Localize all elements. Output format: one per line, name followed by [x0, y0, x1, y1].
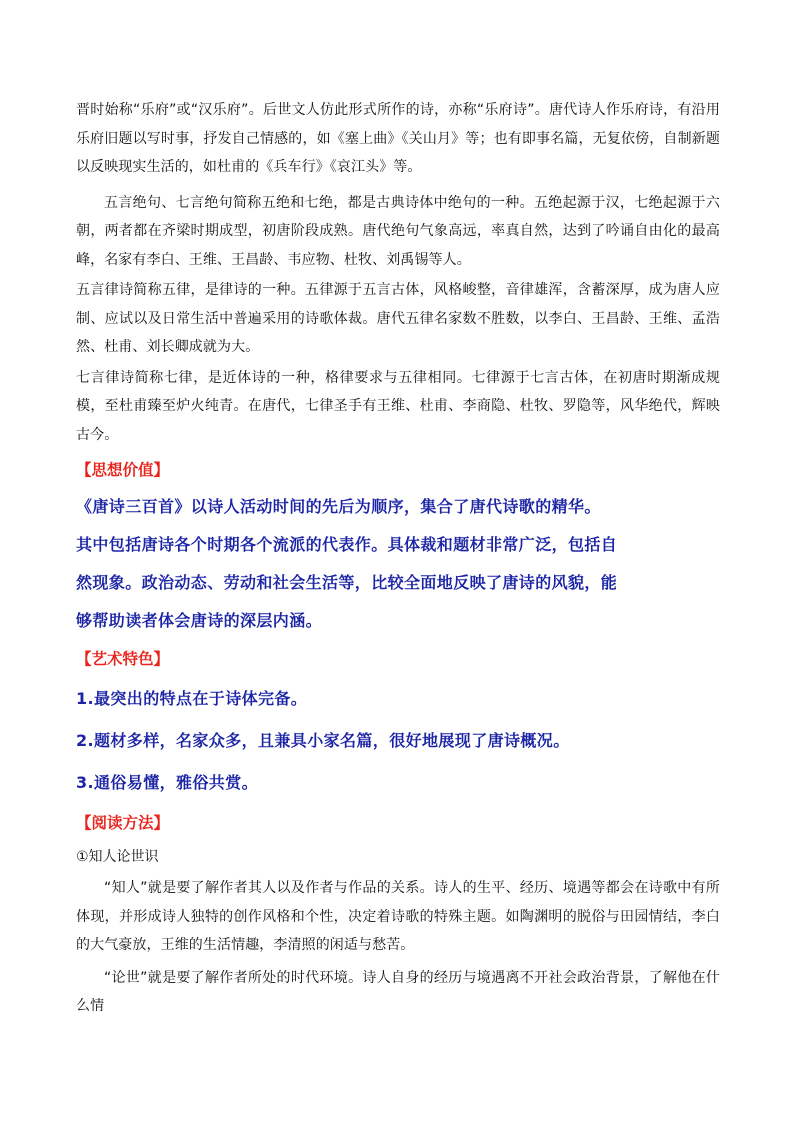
thought-line-4: 够帮助读者体会唐诗的深层内涵。: [76, 611, 323, 630]
section-thought-value: [76, 457, 720, 632]
reading-subheading: ①知人论世识: [76, 849, 159, 865]
section-reading-method: [76, 810, 720, 1021]
reading-paragraph-2: “论世”就是要了解作者所处的时代环境。诗人自身的经历与境遇离不开社会政治背景，了解他在什么情: [76, 969, 720, 1014]
section-heading-reading: 【阅读方法】: [76, 814, 170, 832]
reading-paragraph-1: “知人”就是要了解作者其人以及作者与作品的关系。诗人的生平、经历、境遇等都会在诗歌中有所体现，并形成诗人独特的创作风格和个性，决定着诗歌的特殊主题。如陶渊明的脱俗与田园情结，李白的大气豪放，王维的生活情趣，李清照的闲适与愁苦。: [76, 880, 720, 953]
art-item-3: 3.通俗易懂，雅俗共赏。: [76, 773, 259, 792]
section-heading-art: 【艺术特色】: [76, 650, 170, 668]
section-art-features: [76, 646, 720, 794]
intro-paragraph-1: 晋时始称“乐府”或“汉乐府”。后世文人仿此形式所作的诗，亦称“乐府诗”。唐代诗人作乐府诗，有沿用乐府旧题以写时事，抒发自己情感的，如《塞上曲》《关山月》等；也有即事名篇，无复依傍，自制新题以反映现实生活的，如杜甫的《兵车行》《哀江头》等。: [76, 102, 720, 175]
intro-paragraph-2: 五言绝句、七言绝句简称五绝和七绝，都是古典诗体中绝句的一种。五绝起源于汉，七绝起源于六朝，两者都在齐梁时期成型，初唐阶段成熟。唐代绝句气象高远，率真自然，达到了吟诵自由化的最高峰，名家有李白、王维、王昌龄、韦应物、杜牧、刘禹锡等人。: [76, 194, 720, 268]
thought-line-1: 《唐诗三百首》以诗人活动时间的先后为顺序，集合了唐代诗歌的精华。: [76, 497, 601, 516]
intro-paragraph-3: 五言律诗简称五律，是律诗的一种。五律源于五言古体，风格峻整，音律雄浑，含蓄深厚，成为唐人应制、应试以及日常生活中普遍采用的诗歌体裁。唐代五律名家数不胜数，以李白、王昌龄、王维、孟浩然、杜甫、刘长卿成就为大。: [76, 282, 720, 355]
thought-line-2: 其中包括唐诗各个时期各个流派的代表作。具体裁和题材非常广泛，包括自: [76, 535, 618, 554]
intro-paragraph-4: 七言律诗简称七律，是近体诗的一种，格律要求与五律相同。七律源于七言古体，在初唐时期渐成规模，至杜甫臻至炉火纯青。在唐代，七律圣手有王维、杜甫、李商隐、杜牧、罗隐等，风华绝代，辉映古今。: [76, 369, 720, 443]
art-item-1: 1.最突出的特点在于诗体完备。: [76, 689, 308, 708]
art-item-2: 2.题材多样，名家众多，且兼具小家名篇，很好地展现了唐诗概况。: [76, 731, 570, 750]
section-heading-thought: 【思想价值】: [76, 461, 170, 479]
thought-line-3: 然现象。政治动态、劳动和社会生活等，比较全面地反映了唐诗的风貌，能: [76, 573, 618, 592]
document-page: [76, 96, 720, 1021]
